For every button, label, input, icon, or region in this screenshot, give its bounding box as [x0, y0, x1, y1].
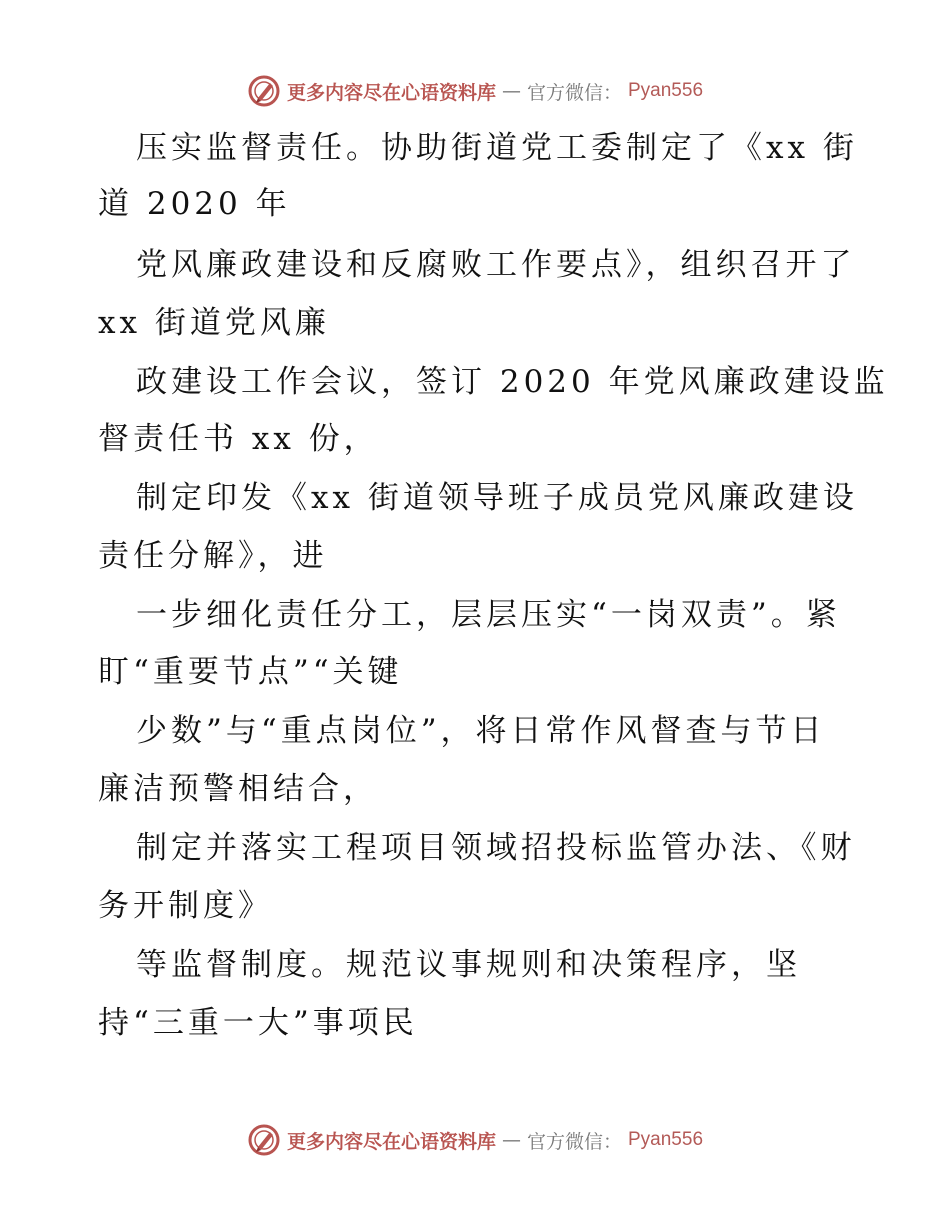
body-line: 一步细化责任分工，层层压实“一岗双责”。紧: [136, 597, 841, 633]
watermark-wechat-label: 官方微信：: [526, 81, 622, 104]
body-line: 廉洁预警相结合，: [98, 771, 378, 807]
watermark-separator: —: [501, 1129, 521, 1151]
body-line: 政建设工作会议，签订 2020 年党风廉政建设监: [136, 364, 889, 400]
body-line: 制定印发《xx 街道领导班子成员党风廉政建设: [136, 480, 858, 516]
pen-nib-logo-icon: [247, 74, 281, 108]
body-line: 压实监督责任。协助街道党工委制定了《xx 街: [136, 130, 858, 166]
watermark-brand-text: 更多内容尽在心语资料库: [286, 1130, 496, 1153]
watermark-wechat-label: 官方微信：: [526, 1130, 622, 1153]
header-watermark-banner: [0, 71, 950, 111]
body-line: 道 2020 年: [98, 186, 291, 222]
body-line: 盯“重要节点”“关键: [98, 654, 403, 690]
watermark-wechat-id: Pyan556: [628, 80, 704, 101]
body-line: 责任分解》，进: [98, 538, 328, 574]
watermark-separator: —: [501, 80, 521, 102]
body-line: 务开制度》: [98, 888, 273, 924]
body-line: 持“三重一大”事项民: [98, 1005, 418, 1041]
body-line: 督责任书 xx 份，: [98, 421, 379, 457]
body-line: 制定并落实工程项目领域招投标监管办法、《财: [136, 830, 856, 866]
pen-nib-logo-icon: [247, 1123, 281, 1157]
watermark-brand-text: 更多内容尽在心语资料库: [286, 81, 496, 104]
body-line: 等监督制度。规范议事规则和决策程序，坚: [136, 947, 801, 983]
footer-watermark-banner: [0, 1120, 950, 1160]
body-line: 党风廉政建设和反腐败工作要点》，组织召开了: [136, 247, 856, 283]
watermark-wechat-id: Pyan556: [628, 1129, 704, 1150]
body-line: xx 街道党风廉: [98, 305, 330, 341]
body-line: 少数”与“重点岗位”，将日常作风督查与节日: [136, 713, 826, 749]
